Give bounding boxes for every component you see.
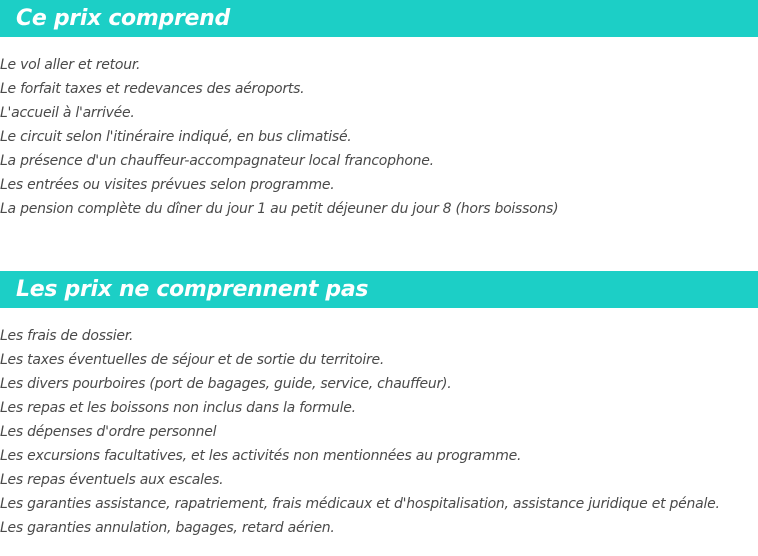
excluded-item: Les frais de dossier. — [0, 328, 134, 344]
included-item: L'accueil à l'arrivée. — [0, 105, 135, 121]
excluded-item: Les dépenses d'ordre personnel — [0, 424, 217, 440]
included-list — [0, 53, 558, 221]
included-item: La pension complète du dîner du jour 1 au petit déjeuner du jour 8 (hors boissons) — [0, 201, 559, 217]
excluded-item: Les excursions facultatives, et les activités non mentionnées au programme. — [0, 448, 522, 464]
included-item: Le circuit selon l'itinéraire indiqué, en bus climatisé. — [0, 129, 352, 145]
excluded-item: Les garanties assistance, rapatriement, frais médicaux et d'hospitalisation, assistance juridique et pénale. — [0, 496, 720, 512]
excluded-item: Les garanties annulation, bagages, retard aérien. — [0, 520, 335, 536]
excluded-item: Les repas éventuels aux escales. — [0, 472, 224, 488]
included-item: Le forfait taxes et redevances des aéroports. — [0, 81, 305, 97]
excluded-item: Les taxes éventuelles de séjour et de sortie du territoire. — [0, 352, 385, 368]
excluded-item: Les repas et les boissons non inclus dans la formule. — [0, 400, 356, 416]
excluded-list — [0, 324, 720, 540]
included-item: Les entrées ou visites prévues selon programme. — [0, 177, 335, 193]
excluded-section-title: Les prix ne comprennent pas — [0, 271, 758, 308]
included-item: La présence d'un chauffeur-accompagnateur local francophone. — [0, 153, 434, 169]
included-section-title: Ce prix comprend — [0, 0, 758, 37]
included-item: Le vol aller et retour. — [0, 57, 141, 73]
excluded-item: Les divers pourboires (port de bagages, guide, service, chauffeur). — [0, 376, 452, 392]
